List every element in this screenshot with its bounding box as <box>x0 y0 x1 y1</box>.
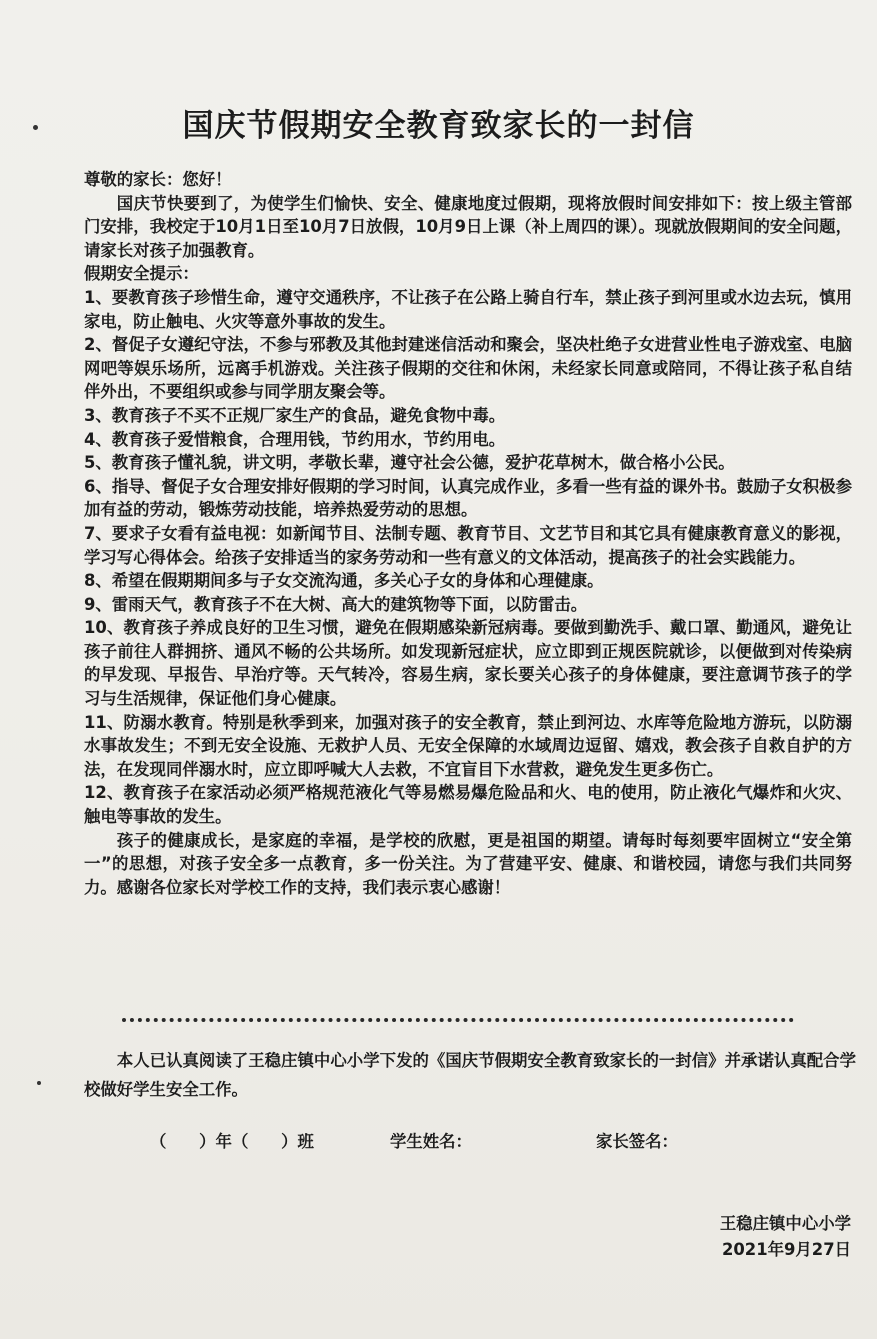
signature-block <box>591 1211 851 1263</box>
school-name: 王稳庄镇中心小学 <box>719 1214 851 1233</box>
paper-speck <box>37 1081 41 1085</box>
letter-body <box>84 168 852 899</box>
tear-off-separator <box>122 1018 794 1022</box>
intro-paragraph: 国庆节快要到了，为使学生们愉快、安全、健康地度过假期，现将放假时间安排如下：按上级主管部门安排，我校定于10月1日至10月7日放假，10月9日上课（补上周四的课）。现就放假期间的安全问题，请家长对孩子加强教育。 <box>84 193 852 260</box>
tip-item: 6、指导、督促子女合理安排好假期的学习时间，认真完成作业，多看一些有益的课外书。鼓励子女积极参加有益的劳动，锻炼劳动技能，培养热爱劳动的思想。 <box>84 476 852 520</box>
tip-item: 8、希望在假期期间多与子女交流沟通，多关心子女的身体和心理健康。 <box>84 571 604 591</box>
closing-paragraph: 孩子的健康成长，是家庭的幸福，是学校的欣慰，更是祖国的期望。请每时每刻要牢固树立“安全第一”的思想，对孩子安全多一点教育，多一份关注。为了营建平安、健康、和谐校园，请您与我们共同努力。感谢各位家长对学校工作的支持，我们表示衷心感谢！ <box>84 830 852 897</box>
tips-heading: 假期安全提示： <box>84 264 199 284</box>
student-name-label: 学生姓名： <box>390 1132 472 1151</box>
tip-item: 5、教育孩子懂礼貌，讲文明，孝敬长辈，遵守社会公德，爱护花草树木，做合格小公民。 <box>84 453 735 473</box>
tip-item: 9、雷雨天气，教育孩子不在大树、高大的建筑物等下面，以防雷击。 <box>84 594 588 614</box>
acknowledgement-statement: 本人已认真阅读了王稳庄镇中心小学下发的《国庆节假期安全教育致家长的一封信》并承诺认真配合学校做好学生安全工作。 <box>84 1051 856 1099</box>
parent-signature-label: 家长签名： <box>596 1132 678 1151</box>
tip-item: 3、教育孩子不买不正规厂家生产的食品，避免食物中毒。 <box>84 405 506 425</box>
tip-item: 11、防溺水教育。特别是秋季到来，加强对孩子的安全教育，禁止到河边、水库等危险地方游玩，以防溺水事故发生；不到无安全设施、无救护人员、无安全保障的水域周边逗留、嬉戏，教会孩子自救自护的方法，在发现同伴溺水时，应立即呼喊大人去救，不宜盲目下水营救，避免发生更多伤亡。 <box>84 712 852 779</box>
tip-item: 4、教育孩子爱惜粮食，合理用钱，节约用水，节约用电。 <box>84 429 506 449</box>
tip-item: 12、教育孩子在家活动必须严格规范液化气等易燃易爆危险品和火、电的使用，防止液化气爆炸和火灾、触电等事故的发生。 <box>84 783 852 827</box>
letter-title: 国庆节假期安全教育致家长的一封信 <box>182 108 695 144</box>
tip-item: 2、督促子女遵纪守法，不参与邪教及其他封建迷信活动和聚会，坚决杜绝子女进营业性电子游戏室、电脑网吧等娱乐场所，远离手机游戏。关注孩子假期的交往和休闲，未经家长同意或陪同，不得让孩子私自结伴外出，不要组织或参与同学朋友聚会等。 <box>84 335 852 402</box>
tip-item: 1、要教育孩子珍惜生命，遵守交通秩序，不让孩子在公路上骑自行车，禁止孩子到河里或水边去玩，慎用家电，防止触电、火灾等意外事故的发生。 <box>84 287 852 331</box>
grade-class-field[interactable]: （ ）年（ ）班 <box>150 1132 314 1151</box>
greeting: 尊敬的家长：您好！ <box>84 170 232 189</box>
tip-item: 10、教育孩子养成良好的卫生习惯，避免在假期感染新冠病毒。要做到勤洗手、戴口罩、勤通风，避免让孩子前往人群拥挤、通风不畅的公共场所。如发现新冠症状，应立即到正规医院就诊，以便做到对传染病的早发现、早报告、早治疗等。天气转冷，容易生病，家长要关心孩子的身体健康，要注意调节孩子的学习与生活规律，保证他们身心健康。 <box>84 618 852 709</box>
tip-item: 7、要求子女看有益电视：如新闻节目、法制专题、教育节目、文艺节目和其它具有健康教育意义的影视，学习写心得体会。给孩子安排适当的家务劳动和一些有意义的文体活动，提高孩子的社会实践能力。 <box>84 523 852 567</box>
letter-date: 2021年9月27日 <box>721 1240 851 1259</box>
